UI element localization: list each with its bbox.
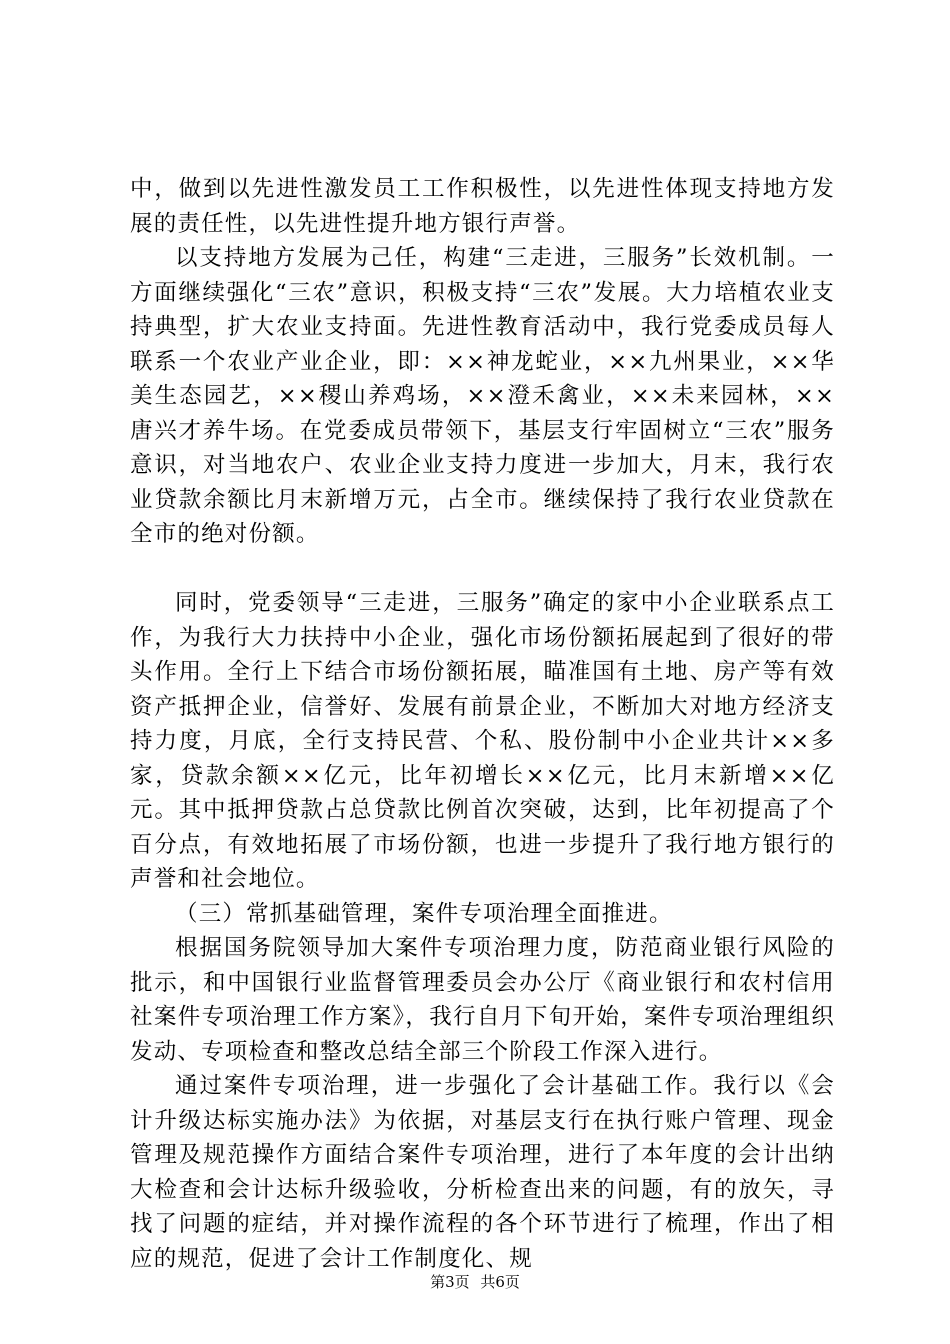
paragraph-2: 以支持地方发展为己任，构建“三走进，三服务”长效机制。一方面继续强化“三农”意识，积极支持“三农”发展。大力培植农业支持典型，扩大农业支持面。先进性教育活动中，我行党委成员每人联系一个农业产业企业，即：××神龙蛇业，××九州果业，××华美生态园艺，××稷山养鸡场，××澄禾禽业，××未来园林，××唐兴才养牛场。在党委成员带领下，基层支行牢固树立“三农”服务意识，对当地农户、农业企业支持力度进一步加大，月末，我行农业贷款余额比月末新增万元，占全市。继续保持了我行农业贷款在全市的绝对份额。 (130, 245, 835, 547)
page-footer (0, 1272, 950, 1292)
paragraph-4: 根据国务院领导加大案件专项治理力度，防范商业银行风险的批示，和中国银行业监督管理委员会办公厅《商业银行和农村信用社案件专项治理工作方案》，我行自月下旬开始，案件专项治理组织发动、专项检查和整改总结全部三个阶段工作深入进行。 (130, 935, 835, 1065)
paragraph-5: 通过案件专项治理，进一步强化了会计基础工作。我行以《会计升级达标实施办法》为依据，对基层支行在执行账户管理、现金管理及规范操作方面结合案件专项治理，进行了本年度的会计出纳大检查和会计达标升级验收，分析检查出来的问题，有的放矢，寻找了问题的症结，并对操作流程的各个环节进行了梳理，作出了相应的规范，促进了会计工作制度化、规 (130, 1073, 835, 1272)
paragraph-1: 中，做到以先进性激发员工工作积极性，以先进性体现支持地方发展的责任性，以先进性提升地方银行声誉。 (130, 176, 835, 237)
page-number-current: 第3页 (430, 1273, 470, 1291)
page-number-total: 共6页 (480, 1273, 520, 1291)
section-heading: （三）常抓基础管理，案件专项治理全面推进。 (175, 900, 673, 927)
paragraph-3: 同时，党委领导“三走进，三服务”确定的家中小企业联系点工作，为我行大力扶持中小企业，强化市场份额拓展起到了很好的带头作用。全行上下结合市场份额拓展，瞄准国有土地、房产等有效资产抵押企业，信誉好、发展有前景企业，不断加大对地方经济支持力度，月底，全行支持民营、个私、股份制中小企业共计××多家，贷款余额××亿元，比年初增长××亿元，比月末新增××亿元。其中抵押贷款占总贷款比例首次突破，达到，比年初提高了个百分点，有效地拓展了市场份额，也进一步提升了我行地方银行的声誉和社会地位。 (130, 590, 835, 892)
document-body (130, 172, 835, 1276)
